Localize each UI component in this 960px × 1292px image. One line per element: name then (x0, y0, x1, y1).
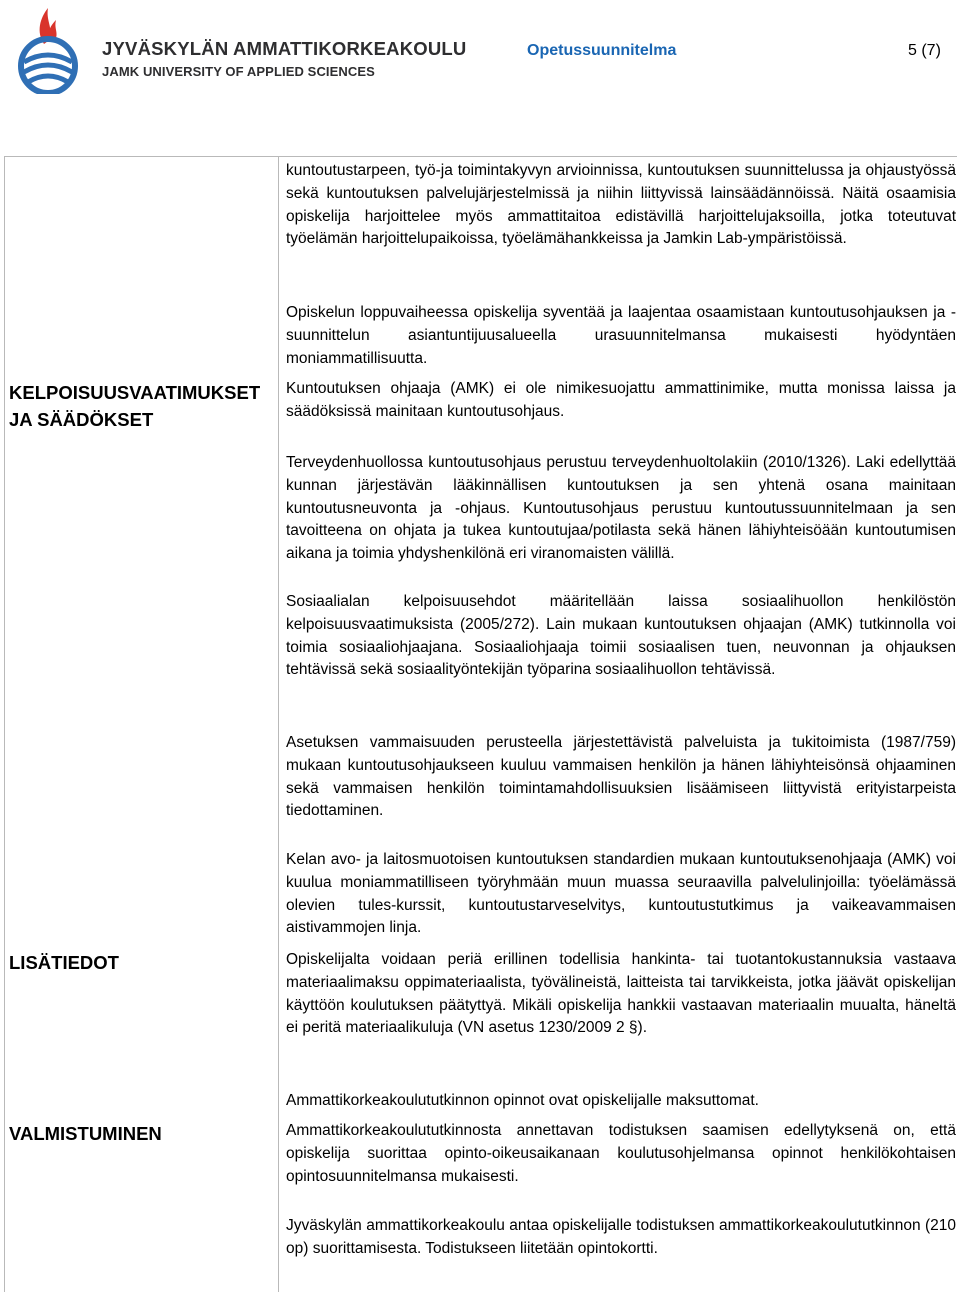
logo-name-finnish: JYVÄSKYLÄN AMMATTIKORKEAKOULU (102, 38, 467, 59)
paragraph-osaaminen: kuntoutustarpeen, työ-ja toimintakyvyn arvioinnissa, kuntoutuksen suunnittelussa ja ohjaustyössä sekä kuntoutuksen palvelujärjestelmissä ja niihin liittyvissä lainsäädännöissä. Näitä osaamisia opiskelija harjoittelee myös ammattitaitoa edistävillä harjoittelujaksoilla, jotka toteutuvat työelämän harjoittelupaikoissa, työelämähankkeissa ja Jamkin Lab-ympäristöissä. (286, 162, 956, 248)
paragraph-todistus: Jyväskylän ammattikorkeakoulu antaa opiskelijalle todistuksen ammattikorkeakoulututkinnon (210 op) suorittamisesta. Todistukseen liitetään opintokortti. (286, 1217, 956, 1257)
paragraph-opiskelun-loppuvaihe: Opiskelun loppuvaiheessa opiskelija syventää ja laajentaa osaamistaan kuntoutusohjauksen ja -suunnittelun asiantuntijuusalueella urasuunnitelmansa mukaisesti hyödyntäen moniammatillisuutta. (286, 304, 956, 367)
section-label-lisatiedot: LISÄTIEDOT (9, 952, 119, 973)
page-header (0, 0, 960, 100)
paragraph-vammaispalvelut: Asetuksen vammaisuuden perusteella järjestettävistä palveluista ja tukitoimista (1987/759) mukaan kuntoutusohjaukseen kuuluu vammaisen henkilön ja hänen lähiyhteisönsä ohjaaminen sekä vammaisen henkilön toimintamahdollisuuksien lisäämiseen liittyvistä erityistarpeista tiedottaminen. (286, 734, 956, 820)
column-divider (278, 157, 279, 1292)
section-label-kelpoisuusvaatimukset (9, 379, 260, 433)
paragraph-materiaalimaksu: Opiskelijalta voidaan periä erillinen todellisia hankinta- tai tuotantokustannuksia vastaava materiaalimaksu oppimateriaalista, työvälineistä, laitteista tai tarvikkeista, jotka jäävät opiskelijan käyttöön koulutuksen päätyttyä. Mikäli opiskelija hankkii vastaavan materiaalin muualta, häneltä ei peritä materiaalikuluja (VN asetus 1230/2009 2 §). (286, 951, 956, 1037)
jamk-logo (10, 4, 467, 94)
jamk-emblem-icon (10, 4, 96, 94)
logo-name-english: JAMK UNIVERSITY OF APPLIED SCIENCES (102, 64, 375, 79)
page-number: 5 (7) (908, 42, 941, 59)
section-label-valmistuminen: VALMISTUMINEN (9, 1123, 162, 1144)
paragraph-maksuttomuus: Ammattikorkeakoulututkinnon opinnot ovat opiskelijalle maksuttomat. (286, 1092, 759, 1109)
paragraph-kela: Kelan avo- ja laitosmuotoisen kuntoutuksen standardien mukaan kuntoutuksenohjaaja (AMK) voi kuulua moniammatilliseen työryhmään muun muassa seuraavilla palvelulinjoilla: työelämässä olevien tules-kurssit, kuntoutustarveselvitys, kuntoutustutkimus ja vaikeavammaisen aistivammojen linja. (286, 851, 956, 937)
document-title: Opetussuunnitelma (527, 42, 677, 59)
paragraph-todistus-edellytys: Ammattikorkeakoulututkinnosta annettavan todistuksen saamisen edellytyksenä on, että opiskelija suorittaa opinto-oikeusaikanaan koulutusohjelmansa opinnot henkilökohtaisen opintosuunnitelmansa mukaisesti. (286, 1122, 956, 1185)
section-label-line: KELPOISUUSVAATIMUKSET (9, 382, 261, 403)
paragraph-nimikesuoja: Kuntoutuksen ohjaaja (AMK) ei ole nimikesuojattu ammattinimike, mutta monissa laissa ja säädöksissä mainitaan kuntoutusohjaus. (286, 380, 956, 420)
section-label-line: JA SÄÄDÖKSET (9, 409, 154, 430)
paragraph-sosiaaliala: Sosiaalialan kelpoisuusehdot määritellään laissa sosiaalihuollon henkilöstön kelpoisuusvaatimuksista (2005/272). Lain mukaan kuntoutuksen ohjaajan (AMK) tutkinnolla voi toimia sosiaaliohjaajana. Sosiaaliohjaaja toimii sosiaalisen tuen, neuvonnan ja ohjauksen tehtävissä sekä sosiaalityöntekijän työparina sosiaalihuollon tehtävissä. (286, 593, 956, 679)
paragraph-terveydenhuolto: Terveydenhuollossa kuntoutusohjaus perustuu terveydenhuoltolakiin (2010/1326). Laki edellyttää kunnan järjestävän lääkinnällisen kuntoutuksen ja sen yhtenä osana mainitaan kuntoutusneuvonta ja -ohjaus. Kuntoutusohjaus perustuu kuntoutussuunnitelmaan ja sen tavoitteena on ohjata ja tukea kuntoutujaa/potilasta sekä hänen lähiyhteisöään kuntoutumisen aikana ja toimia yhdyshenkilönä eri viranomaisten välillä. (286, 454, 956, 563)
curriculum-table (4, 156, 957, 1292)
